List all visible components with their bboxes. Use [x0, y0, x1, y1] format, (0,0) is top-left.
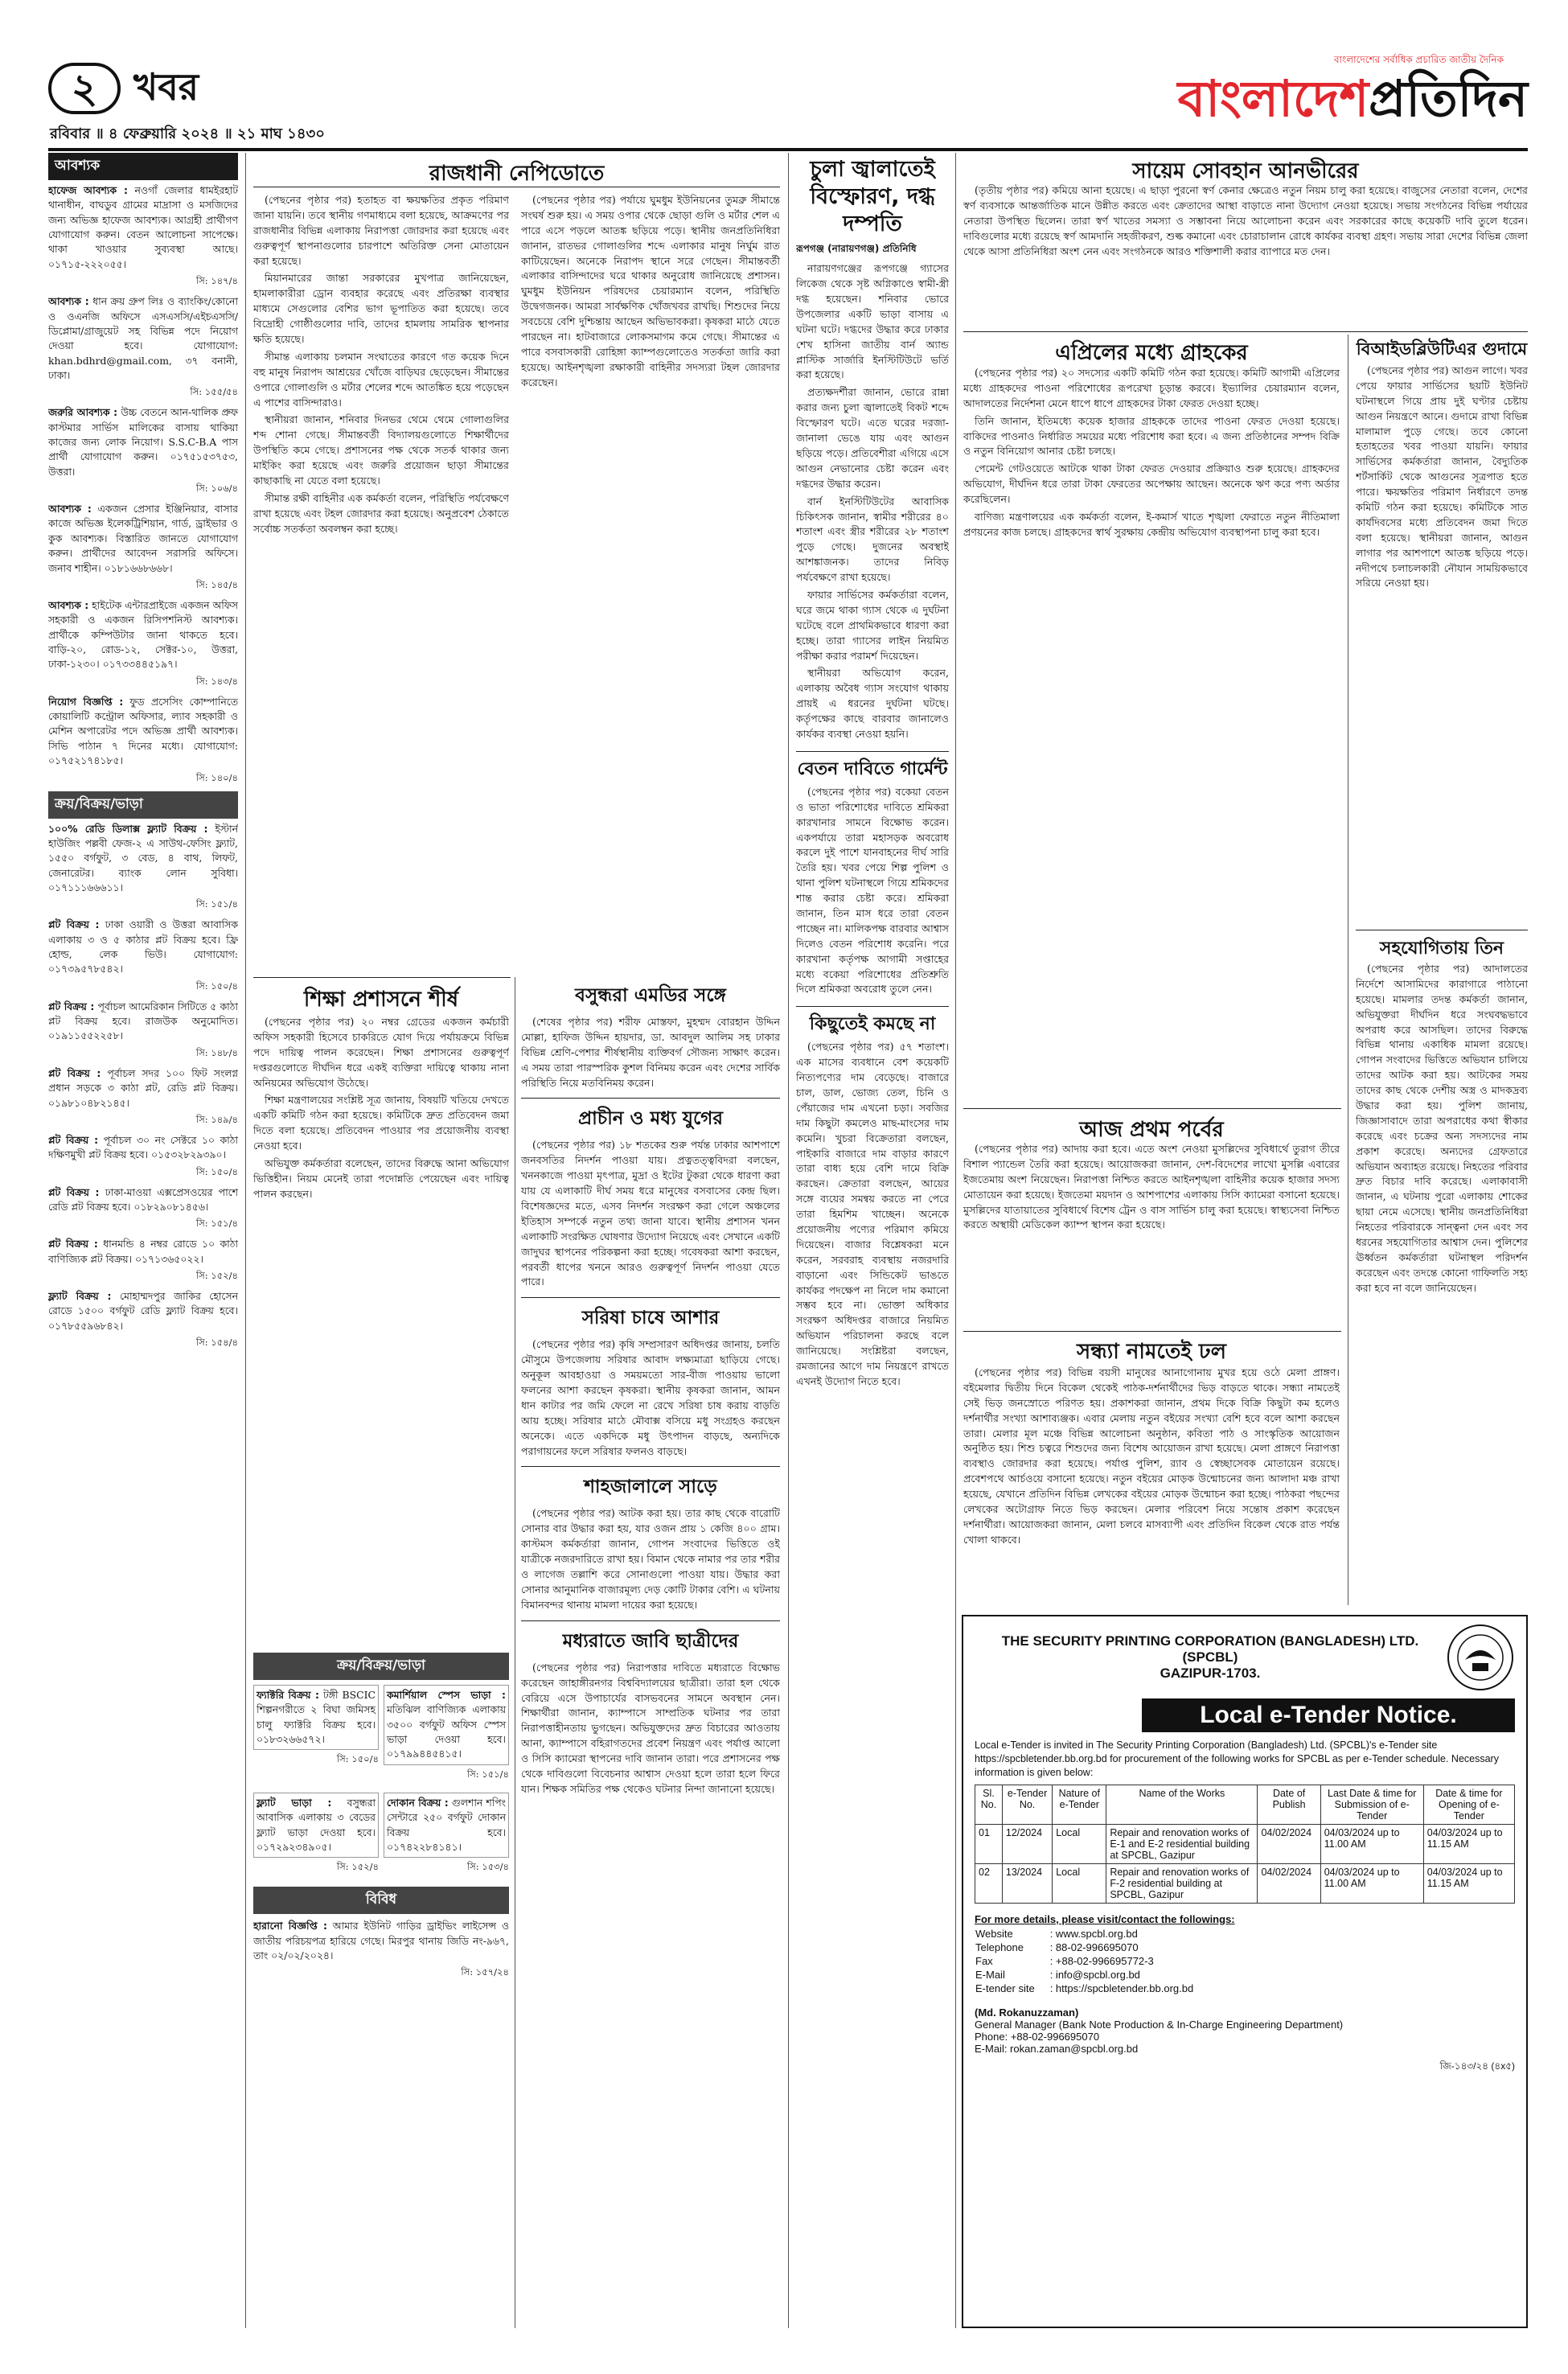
classified-ad-lead: প্লট বিক্রয় :	[48, 1238, 98, 1251]
classified-ad-ref: সি: ১৫১/৪	[195, 1218, 238, 1230]
classified-ad-lead: ফ্যাক্টরি বিক্রয় :	[257, 1689, 319, 1701]
jabi-paragraph: (পেছনের পৃষ্ঠার পর) নিরাপত্তার দাবিতে মধ্যরাতে বিক্ষোভ করেছেন জাহাঙ্গীরনগর বিশ্ববিদ্যালয়ের ছাত্রীরা। তারা হল থেকে বেরিয়ে এসে উপাচার্যের বাসভবনের সামনে অবস্থান নেন। শিক্ষার্থীরা জানান, ক্যাম্পাসে সাম্প্রতিক ঘটনার পর তারা নিরাপত্তাহীনতায় ভুগছেন। অভিযুক্তদের দ্রুত বিচারের আওতায় আনা, ক্যাম্পাসে বহিরাগতদের প্রবেশ নিয়ন্ত্রণ এবং পর্যাপ্ত আলো ও সিসি ক্যামেরা স্থাপনের দাবি জানান তারা। পরে প্রশাসনের পক্ষ থেকে দাবিগুলো বিবেচনার আশ্বাস দেওয়া হলে তারা হলে ফিরে যান। শিক্ষক সমিতির পক্ষ থেকেও ঘটনার নিন্দা জানানো হয়েছে।	[521, 1661, 780, 1795]
tender-cell: 04/03/2024 up to 11.00 AM	[1320, 1824, 1423, 1863]
logo-tagline: বাংলাদেশের সর্বাধিক প্রচারিত জাতীয় দৈনিক	[1333, 54, 1504, 65]
headline-mustard: সরিষা চাষে আশার	[581, 1308, 720, 1329]
classified-header-misc: বিবিধ	[253, 1887, 509, 1914]
classified-ad-ref: সি: ১৪৯/৪	[195, 1113, 238, 1125]
classified-ad-text	[48, 294, 238, 383]
classified-ad-body: ধান ক্রয় গ্রুপ লিঃ ও ব্যাংকিং/কোনো ও ওএনজি অফিসে এসএসসি/এইচএসসি/ডিপ্লোমা/গ্রাজুয়েট সহ বিভিন্ন পদে নিয়োগ দেওয়া হবে। যোগাযোগ: khan.bdhrd@gmail.com, ৩৭ বনানী, ঢাকা।	[48, 295, 238, 381]
tender-contact-value: : info@spcbl.org.bd	[1049, 1968, 1140, 1981]
classified-ad-ref: সি: ১৫২/৪	[195, 1270, 238, 1282]
classified-ad-text	[48, 822, 238, 896]
byline-stove: রূপগঞ্জ (নারায়ণগঞ্জ) প্রতিনিধি	[796, 243, 917, 255]
headline-fair: আজ প্রথম পর্বের	[1079, 1118, 1224, 1142]
classified-ad	[48, 1289, 238, 1351]
classified-ad-body: হাইটেক এন্টারপ্রাইজে একজন অফিস সহকারী ও একজন রিসিপশনিস্ট আবশ্যক। প্রার্থীকে কম্পিউটার জানা থাকতে হবে। বাড়ি-২০, রোড-১২, সেক্টর-১০, উত্তরা, ঢাকা-১২৩০। ০১৭৩৩৪৪৫১৯৭।	[48, 598, 238, 671]
classified-ad	[48, 598, 238, 690]
classified-ad-text	[384, 1685, 509, 1765]
classified-ad-lead: দোকান বিক্রয় :	[387, 1796, 449, 1809]
headline-education: শিক্ষা প্রশাসনে শীর্ষ	[303, 988, 459, 1012]
article-nepal-col1	[253, 193, 509, 973]
classified-ad-body: মোহাম্মদপুর জাকির হোসেন রোডে ১৫০০ বর্গফুট রেডি ফ্ল্যাট বিক্রয় হবে। ০১৭৮৫৫৯৬৮৪২।	[48, 1290, 238, 1332]
fair-paragraph: (পেছনের পৃষ্ঠার পর) আদায় করা হবে। এতে অংশ নেওয়া মুসল্লিদের সুবিধার্থে তুরাগ তীরে বিশাল প্যান্ডেল তৈরি করা হয়েছে। আয়োজকরা জানান, দেশ-বিদেশের লাখো মুসল্লি এবারের ইজতেমায় অংশ নিয়েছেন। নিরাপত্তা নিশ্চিত করতে আইনশৃঙ্খলা বাহিনীর কয়েক হাজার সদস্য মোতায়েন করা হয়েছে। ইজতেমা ময়দান ও আশপাশের এলাকায় সিসি ক্যামেরা বসানো হয়েছে। মুসল্লিদের যাতায়াতের সুবিধার্থে বিশেষ ট্রেন ও বাস সার্ভিস চালু করা হয়েছে। স্বাস্থ্যসেবা নিশ্চিত করতে অস্থায়ী মেডিকেল ক্যাম্প স্থাপন করা হয়েছে।	[963, 1143, 1340, 1231]
april-paragraph: পেমেন্ট গেটওয়েতে আটকে থাকা টাকা ফেরত দেওয়ার প্রক্রিয়াও শুরু হয়েছে। গ্রাহকদের অভিযোগ, দীর্ঘদিন ধরে তারা টাকা ফেরতের অপেক্ষায় আছেন। অনেকে ঋণ করে পণ্য অর্ডার করেছিলেন।	[963, 462, 1340, 506]
classified-ad-ref: সি: ১৫১/৪	[466, 1768, 509, 1780]
classified-ad	[253, 1919, 509, 1981]
classified-ad-lead: প্লট বিক্রয় :	[48, 1066, 101, 1079]
newspaper-logo	[1158, 53, 1528, 142]
classified-ad-text	[48, 405, 238, 479]
classifieds-column	[48, 153, 238, 2328]
classified-ad	[48, 1237, 238, 1284]
tender-contact-label: Telephone	[975, 1941, 1024, 1953]
classified-ad-body: নওগাঁ জেলার ধামইরহাট থানাধীন, বাঘডুব গ্রামের মাদ্রাসা ও মসজিদের জন্য অভিজ্ঞ হাফেজ আবশ্যক। আগ্রহী প্রার্থীগণ যোগাযোগ করুন। বেতন আলোচনা সাপেক্ষে। থাকা খাওয়ার সুব্যবস্থা আছে। ০১৭১৫-২২২০৫৫।	[48, 184, 238, 270]
classified-ad-ref: সি: ১৫৭/২৪	[461, 1966, 509, 1978]
classified-ad-lead: ফ্ল্যাট ভাড়া :	[257, 1796, 332, 1809]
tender-contact-label: Website	[975, 1927, 1013, 1940]
tender-contact-value: : +88-02-996695772-3	[1049, 1954, 1154, 1967]
tender-address: GAZIPUR-1703.	[1160, 1665, 1261, 1681]
tender-contact-value: : https://spcbletender.bb.org.bd	[1049, 1982, 1194, 1994]
tender-row	[975, 1863, 1515, 1903]
classified-ad-lead: ১০০% রেডি ডিলাক্স ফ্ল্যাট বিক্রয় :	[48, 822, 208, 835]
nepal-paragraph: সীমান্ত এলাকায় চলমান সংঘাতের কারণে গত কয়েক দিনে বহু মানুষ নিরাপদ আশ্রয়ের খোঁজে বাড়িঘর ছেড়েছেন। সীমান্তের ওপারে গোলাগুলি ও মর্টার শেলের শব্দে আতঙ্কিত হয়ে পড়েছেন এ পাশের বাসিন্দারাও।	[253, 350, 509, 409]
classified-ad-text	[253, 1685, 379, 1750]
classified-ad	[48, 918, 238, 994]
tender-cell: Local	[1053, 1824, 1106, 1863]
three-paragraph: (পেছনের পৃষ্ঠার পর) আদালতের নির্দেশে আসামিদের কারাগারে পাঠানো হয়েছে। মামলার তদন্ত কর্মকর্তা জানান, অভিযুক্তরা দীর্ঘদিন ধরে সংঘবদ্ধভাবে অপরাধ করে আসছিল। তাদের বিরুদ্ধে বিভিন্ন থানায় একাধিক মামলা রয়েছে। গোপন সংবাদের ভিত্তিতে অভিযান চালিয়ে তাদের আটক করা হয়। আটকের সময় তাদের কাছ থেকে দেশীয় অস্ত্র ও মাদকদ্রব্য উদ্ধার করা হয়। পুলিশ জানায়, জিজ্ঞাসাবাদে তারা অপরাধের কথা স্বীকার করেছে এবং চক্রের অন্য সদস্যদের নাম প্রকাশ করেছে। অন্যদের গ্রেফতারে অভিযান অব্যাহত রয়েছে। নিহতের পরিবার দ্রুত বিচার দাবি করেছে। এলাকাবাসী জানান, এ ঘটনায় পুরো এলাকায় শোকের ছায়া নেমে এসেছে। স্থানীয় জনপ্রতিনিধিরা নিহতের পরিবারকে সান্ত্বনা দেন এবং সব ধরনের সহযোগিতার আশ্বাস দেন। পুলিশের ঊর্ধ্বতন কর্মকর্তারা ঘটনাস্থল পরিদর্শন করেছেন এবং তদন্তে কোনো গাফিলতি সহ্য করা হবে না বলে জানিয়েছেন।	[1356, 963, 1528, 1294]
tender-contact-row	[975, 1927, 1194, 1941]
classified-header-wanted: আবশ্যক	[48, 153, 238, 180]
headline-april: এপ্রিলের মধ্যে গ্রাহকের	[1055, 341, 1248, 365]
classified-ad-ref: সি: ১০৬/৪	[195, 483, 238, 495]
classified-ad	[48, 695, 238, 787]
classified-ad-ref: সি: ১৪৭/৪	[195, 275, 238, 287]
classified-ad-ref: সি: ১৫৫/৫৪	[190, 386, 238, 398]
tender-sig-phone: Phone: +88-02-996695070	[975, 2030, 1100, 2043]
shahjalal-paragraph: (পেছনের পৃষ্ঠার পর) আটক করা হয়। তার কাছ থেকে বারোটি সোনার বার উদ্ধার করা হয়, যার ওজন প্রায় ১ কেজি ৪০০ গ্রাম। কাস্টমস কর্মকর্তারা জানান, গোপন সংবাদের ভিত্তিতে ওই যাত্রীকে নজরদারিতে রাখা হয়। বিমান থেকে নামার পর তার শরীর ও লাগেজ তল্লাশি করে সোনাগুলো পাওয়া যায়। উদ্ধার করা সোনার আনুমানিক বাজারমূল্য দেড় কোটি টাকার বেশি। এ ঘটনায় বিমানবন্দর থানায় মামলা দায়ের করা হয়েছে।	[521, 1507, 780, 1611]
headline-bosundhara: বসুন্ধরা এমডির সঙ্গে	[575, 985, 726, 1006]
classified-ad-lead: ফ্ল্যাট বিক্রয় :	[48, 1290, 112, 1303]
classified-ad-lead: আবশ্যক :	[48, 503, 92, 515]
classified-ad-ref: সি: ১৫২/৪	[336, 1861, 379, 1873]
section-title: খবর	[133, 65, 199, 109]
classified-ad-text	[48, 502, 238, 576]
education-paragraph: (পেছনের পৃষ্ঠার পর) ২০ নম্বর গ্রেডের একজন কর্মচারী অফিস সহকারী হিসেবে চাকরিতে যোগ দিয়ে পর্যায়ক্রমে বিভিন্ন পদে দায়িত্ব পালন করেছেন। শিক্ষা প্রশাসনের গুরুত্বপূর্ণ দপ্তরগুলোতে দীর্ঘদিন ধরে একই ব্যক্তিরা দায়িত্বে থাকায় নানা অনিয়মের অভিযোগ উঠেছে।	[253, 1016, 509, 1089]
tender-contact-row	[975, 1941, 1194, 1954]
tender-column-header: Last Date & time for Submission of e-Tender	[1320, 1785, 1423, 1824]
stove-column	[796, 153, 949, 2328]
tender-contact-head: For more details, please visit/contact the followings:	[975, 1912, 1235, 1925]
tender-cell: 04/03/2024 up to 11.15 AM	[1423, 1824, 1514, 1863]
classified-ad-text	[48, 1185, 238, 1215]
spcbl-emblem-icon	[1446, 1623, 1515, 1692]
classified-ad-text	[48, 1066, 238, 1111]
classified-ad	[48, 1066, 238, 1128]
classified-ad-lead: প্লট বিক্রয় :	[48, 1185, 100, 1198]
classified-ad	[253, 1793, 379, 1880]
classified-ad-body: একজন প্রেসার ইঞ্জিনিয়ার, বাসার কাজে অভিজ্ঞ ইলেকট্রিশিয়ান, গার্ড, ড্রাইভার ও কুক আবশ্যক। বিস্তারিত জানতে যোগাযোগ করুন। প্রার্থীদের আবেদন সরাসরি অফিসে। জনাব শাহীন। ০১৮১৬৬৮৬৬৮।	[48, 503, 238, 574]
nepal-paragraph: সীমান্ত রক্ষী বাহিনীর এক কর্মকর্তা বলেন, পরিস্থিতি পর্যবেক্ষণে রাখা হয়েছে এবং টহল জোরদার করা হয়েছে। অনুপ্রবেশ ঠেকাতে সর্বোচ্চ সতর্কতা অবলম্বন করা হচ্ছে।	[253, 491, 509, 535]
classified-ad-text	[48, 695, 238, 769]
article-nepal-continuation: (পেছনের পৃষ্ঠার পর) পর্যায়ে ঘুমধুম ইউনিয়নের তুমব্রু সীমান্তে সংঘর্ষ শুরু হয়। এ সময় ওপার থেকে ছোড়া গুলি ও মর্টার শেল এ পারে এসে পড়লে আতঙ্ক ছড়িয়ে পড়ে। স্থানীয় জনপ্রতিনিধিরা জানান, রাতভর গোলাগুলির শব্দে এলাকার মানুষ নির্ঘুম রাত কাটিয়েছেন। অনেকে নিরাপদ স্থানে সরে গেছেন। সীমান্তবর্তী এলাকার বাসিন্দাদের ঘরে থাকার অনুরোধ জানিয়েছে প্রশাসন। ঘুমধুম ইউনিয়ন পরিষদের চেয়ারম্যান বলেন, পরিস্থিতি উদ্বেগজনক। আমরা সার্বক্ষণিক খোঁজখবর রাখছি। শিশুদের নিয়ে সবচেয়ে বেশি দুশ্চিন্তায় আছেন অভিভাবকরা। কৃষকরা মাঠে যেতে পারছেন না। হাটবাজারে লোকসমাগম কমে গেছে। সীমান্তের এ পারে বসবাসকারী রোহিঙ্গা ক্যাম্পগুলোতেও সতর্কতা জারি করা হয়েছে। আইনশৃঙ্খলা রক্ষাকারী বাহিনীর সদস্যরা টহল জোরদার করেছেন।	[521, 194, 780, 388]
classified-ad	[48, 1000, 238, 1062]
classified-list-buy-sell	[48, 819, 238, 1352]
classified-list-wanted	[48, 180, 238, 787]
headline-nepal: রাজধানী নেপিডোতে	[429, 162, 605, 186]
classified-ad-ref: সি: ১৫০/৪	[336, 1753, 379, 1765]
classified-ad-body: পূর্বাচল আমেরিকান সিটিতে ৫ কাঠা প্লট বিক্রয় হবে। রাজউক অনুমোদিত। ০১৯১১৫৫২২৫৮।	[48, 1000, 238, 1042]
classified-ad-text	[48, 1133, 238, 1163]
headline-shahjalal: শাহজালালে সাড়ে	[584, 1477, 717, 1498]
tender-ref: জি-১৪৩/২৪ (৪x৫)	[1439, 2060, 1515, 2072]
classified-ad	[48, 1133, 238, 1181]
article-three	[1356, 962, 1528, 1605]
classified-ad-text	[253, 1919, 509, 1963]
education-paragraph: অভিযুক্ত কর্মকর্তারা বলেছেন, তাদের বিরুদ্ধে আনা অভিযোগ ভিত্তিহীন। নিয়ম মেনেই তারা পদোন্নতি পেয়েছেন এবং দায়িত্ব পালন করছেন।	[253, 1157, 509, 1200]
classified-ad-body: উচ্চ বেতনে আন-থালিক প্রুফ কাস্টমার সার্ভিস মালিকের বাসায় থাকিয়া কাজের জন্য লোক নিয়োগ। S.S.C-B.A পাস প্রার্থী যোগাযোগ করুন। ০১৭৫১৫৩৭৫৩, উত্তরা।	[48, 406, 238, 478]
headline-sayem: সায়েম সোবহান আনভীরের	[1132, 159, 1359, 183]
classified-ad-ref: সি: ১৪০/৪	[195, 771, 238, 783]
classified-ad-ref: সি: ১৫৩/৪	[466, 1861, 509, 1873]
classified-ad-lead: আবশ্যক :	[48, 295, 89, 308]
classified-ad-lead: হাফেজ আবশ্যক :	[48, 184, 128, 196]
evening-paragraph: (পেছনের পৃষ্ঠার পর) বিভিন্ন বয়সী মানুষের আনাগোনায় মুখর হয়ে ওঠে মেলা প্রাঙ্গণ। বইমেলার দ্বিতীয় দিনে বিকেল থেকেই পাঠক-দর্শনার্থীদের ভিড় বাড়তে থাকে। সন্ধ্যা নামতেই সেই ভিড় জনস্রোতে পরিণত হয়। প্রকাশকরা জানান, প্রথম দিকে বিক্রি কিছুটা কম হলেও দর্শনার্থীর সংখ্যা আশাব্যঞ্জক। এবার মেলায় নতুন বইয়ের সংখ্যা বেশি হবে বলে আশা করছেন তারা। মেলার মূল মঞ্চে বিভিন্ন আলোচনা অনুষ্ঠান, কবিতা পাঠ ও সাংস্কৃতিক আয়োজন অনুষ্ঠিত হয়। শিশু চত্বরে শিশুদের জন্য বিশেষ আয়োজন রাখা হয়েছে। মেলা প্রাঙ্গণে নিরাপত্তা ব্যবস্থাও জোরদার করা হয়েছে। পর্যাপ্ত পুলিশ, র‌্যাব ও স্বেচ্ছাসেবক মোতায়েন রয়েছে। প্রবেশপথে আর্চওয়ে বসানো হয়েছে। নতুন বইয়ের মোড়ক উন্মোচনের জন্য আলাদা মঞ্চ রাখা হয়েছে, যেখানে প্রতিদিন বিভিন্ন লেখকের বইয়ের মোড়ক উন্মোচন করা হচ্ছে। পাঠকরা পছন্দের লেখকের অটোগ্রাফ নিতে ভিড় করছেন। মেলার পরিবেশ নিয়ে সন্তোষ প্রকাশ করেছেন দর্শনার্থীরা। আয়োজকরা জানান, মেলা চলবে মাসব্যাপী এবং প্রতিদিন বিকেল থেকে রাত পর্যন্ত খোলা থাকবে।	[963, 1366, 1340, 1546]
mustard-paragraph: (পেছনের পৃষ্ঠার পর) কৃষি সম্প্রসারণ অধিদপ্তর জানায়, চলতি মৌসুমে উপজেলায় সরিষার আবাদ লক্ষ্যমাত্রা ছাড়িয়ে গেছে। অনুকূল আবহাওয়া ও সময়মতো সার-বীজ পাওয়ায় ভালো ফলনের আশা করছেন কৃষকরা। স্থানীয় কৃষকরা জানান, আমন ধান কাটার পর জমি ফেলে না রেখে সরিষা চাষ করায় বাড়তি আয় হচ্ছে। সরিষার মাঠে মৌবাক্স বসিয়ে মধু সংগ্রহও করছেন অনেকে। এতে একদিকে মধু উৎপাদন বাড়ছে, অন্যদিকে পরাগায়নের ফলে সরিষার ফলনও বাড়ছে।	[521, 1338, 780, 1457]
article-biwta	[1356, 363, 1528, 926]
nepal-paragraph: (পেছনের পৃষ্ঠার পর) হতাহত বা ক্ষয়ক্ষতির প্রকৃত পরিমাণ জানা যায়নি। তবে স্থানীয় গণমাধ্যমে বলা হয়েছে, আক্রমণের পর রাজধানীর বিভিন্ন এলাকায় নিরাপত্তা জোরদার করা হয়েছে এবং গুরুত্বপূর্ণ স্থাপনাগুলোর চারপাশে অতিরিক্ত সেনা মোতায়েন করা হয়েছে।	[253, 194, 509, 267]
tender-column-header: Nature of e-Tender	[1053, 1785, 1106, 1824]
classified-ad-ref: সি: ১৪৮/৪	[195, 1046, 238, 1058]
classified-ad-lead: প্লট বিক্রয় :	[48, 1000, 95, 1012]
april-paragraph: বাণিজ্য মন্ত্রণালয়ের এক কর্মকর্তা বলেন, ই-কমার্স খাতে শৃঙ্খলা ফেরাতে নতুন নীতিমালা প্রণয়নের কাজ চলছে। গ্রাহকদের স্বার্থ সুরক্ষায় কেন্দ্রীয় অভিযোগ ব্যবস্থাপনা চালু করা হবে।	[963, 511, 1340, 538]
tender-contact-row	[975, 1954, 1194, 1968]
classified-ad-lead: প্লট বিক্রয় :	[48, 1133, 99, 1146]
classified-ad-text	[48, 918, 238, 976]
tender-cell: Repair and renovation works of F-2 residential building at SPCBL, Gazipur	[1106, 1863, 1258, 1903]
classified-ad-ref: সি: ১৫৪/৪	[195, 1337, 238, 1349]
classified-ad-body: ঢাকা ওয়ারী ও উত্তরা আবাসিক এলাকায় ৩ ও ৫ কাঠার প্লট বিক্রয় হবে। ফ্রি হোল্ড, লেক ভিউ। যোগাযোগ: ০১৭৩৯৫৭৮৫৪২।	[48, 918, 238, 975]
stove-paragraph: প্রত্যক্ষদর্শীরা জানান, ভোরে রান্না করার জন্য চুলা জ্বালাতেই বিকট শব্দে বিস্ফোরণ ঘটে। এতে ঘরের দরজা-জানালা ভেঙে যায় এবং আগুন ছড়িয়ে পড়ে। প্রতিবেশীরা এগিয়ে এসে আগুন নেভানোর চেষ্টা করেন এবং দগ্ধদের উদ্ধার করেন।	[796, 386, 949, 490]
bosundhara-paragraph: (শেষের পৃষ্ঠার পর) শরীফ মোস্তফা, মুহম্মদ বোরহান উদ্দিন মোল্লা, হাফিজ উদ্দিন হায়দার, ডা. আবদুল আলিম সহ ঢাকার বিভিন্ন শ্রেণি-পেশার শীর্ষস্থানীয় ব্যক্তিবর্গ সৌজন্য সাক্ষাৎ করেন। এ সময় তারা পারস্পরিক কুশল বিনিময় করেন এবং দেশের সার্বিক পরিস্থিতি নিয়ে মতবিনিময় করেন।	[521, 1016, 780, 1089]
april-paragraph: তিনি জানান, ইতিমধ্যে কয়েক হাজার গ্রাহককে তাদের পাওনা ফেরত দেওয়া হয়েছে। বাকিদের পাওনাও নির্ধারিত সময়ের মধ্যে পরিশোধ করা হবে। এ জন্য প্রতিষ্ঠানের সম্পদ বিক্রি ও নতুন বিনিয়োগ আনার চেষ্টা চলছে।	[963, 414, 1340, 458]
classified-ad-text	[384, 1793, 509, 1858]
classified-header-buy-sell: ক্রয়/বিক্রয়/ভাড়া	[48, 791, 238, 819]
tender-org: THE SECURITY PRINTING CORPORATION (BANGLADESH) LTD. (SPCBL)	[1001, 1633, 1419, 1665]
tender-cell: 13/2024	[1002, 1863, 1052, 1903]
tender-column-header: Date of Publish	[1258, 1785, 1320, 1824]
tender-cell: Local	[1053, 1863, 1106, 1903]
classified-ad	[384, 1793, 509, 1880]
tender-column-header: Date & time for Opening of e-Tender	[1423, 1785, 1514, 1824]
classified-ad-text	[48, 1237, 238, 1267]
headline-biwta: বিআইডব্লিউটিএর গুদামে	[1356, 339, 1528, 359]
classified-ad	[384, 1685, 509, 1788]
classified-ad-ref: সি: ১৪৩/৪	[195, 675, 238, 687]
tender-cell: 04/03/2024 up to 11.00 AM	[1320, 1863, 1423, 1903]
tender-cell: 02	[975, 1863, 1003, 1903]
date-line: রবিবার ॥ ৪ ফেব্রুয়ারি ২০২৪ ॥ ২১ মাঘ ১৪৩০	[50, 125, 325, 142]
headline-stove: চুলা জ্বালাতেই বিস্ফোরণ, দগ্ধ দম্পতি	[810, 157, 935, 236]
tender-cell: 04/02/2024	[1258, 1824, 1320, 1863]
classified-ad-lead: কমার্শিয়াল স্পেস ভাড়া :	[387, 1689, 506, 1701]
tender-column-header: Name of the Works	[1106, 1785, 1258, 1824]
page-number-box	[48, 63, 121, 114]
nepal-paragraph: স্থানীয়রা জানান, শনিবার দিনভর থেমে থেমে গোলাগুলির শব্দ শোনা গেছে। সীমান্তবর্তী বিদ্যালয়গুলোতে শিক্ষার্থীদের উপস্থিতি কমে গেছে। প্রশাসনের পক্ষ থেকে সতর্ক থাকার জন্য মাইকিং করা হয়েছে এবং জরুরি প্রয়োজন ছাড়া সীমান্তের কাছাকাছি না যেতে বলা হয়েছে।	[253, 413, 509, 487]
tender-column-header: Sl. No.	[975, 1785, 1003, 1824]
tender-cell: 04/03/2024 up to 11.15 AM	[1423, 1863, 1514, 1903]
tender-contact-label: E-tender site	[975, 1982, 1035, 1994]
tender-cell: 04/02/2024	[1258, 1863, 1320, 1903]
page-number: ২	[71, 65, 98, 112]
headline-prices: কিছুতেই কমছে না	[809, 1014, 936, 1035]
tender-notice	[962, 1615, 1528, 2328]
classified-ad-ref: সি: ১৫০/৪	[195, 980, 238, 992]
classified-ad-lead: নিয়োগ বিজ্ঞপ্তি :	[48, 695, 124, 708]
classified-ad-lead: জরুরি আবশ্যক :	[48, 406, 118, 419]
logo-text-bangladesh: বাংলাদেশ	[1177, 69, 1369, 128]
stove-paragraph: স্থানীয়রা অভিযোগ করেন, এলাকায় অবৈধ গ্যাস সংযোগ থাকায় প্রায়ই এ ধরনের দুর্ঘটনা ঘটছে। কর্তৃপক্ষের কাছে বারবার জানালেও কার্যকর ব্যবস্থা নেওয়া হয়নি।	[796, 667, 949, 740]
tender-row	[975, 1824, 1515, 1863]
tender-contact-label: E-Mail	[975, 1968, 1005, 1981]
article-education	[253, 1015, 509, 1642]
article-sayem	[963, 183, 1528, 328]
headline-ancient: প্রাচীন ও মধ্য যুগের	[577, 1108, 724, 1130]
classifieds-lower	[253, 1653, 509, 2328]
classified-ad-body: ধানমন্ডি ৪ নম্বর রোডে ১০ কাঠা বাণিজ্যিক প্লট বিক্রয়। ০১৭১৩৬৫০২২।	[48, 1238, 238, 1265]
tender-banner: Local e-Tender Notice.	[1142, 1698, 1515, 1732]
tender-contact-label: Fax	[975, 1954, 993, 1967]
sayem-paragraph: (তৃতীয় পৃষ্ঠার পর) কমিয়ে আনা হয়েছে। এ ছাড়া পুরনো স্বর্ণ কেনার ক্ষেত্রেও নতুন নিয়ম চালু করা হয়েছে। বাজুসের নেতারা বলেন, দেশের স্বর্ণ ব্যবসাকে আন্তর্জাতিক মানে উন্নীত করতে এবং ক্রেতাদের আস্থা বাড়াতে নানা উদ্যোগ নেওয়া হয়েছে। সভায় সংগঠনের বিভিন্ন পর্যায়ের নেতারা উপস্থিত ছিলেন। তারা স্বর্ণ খাতের সমস্যা ও সম্ভাবনা নিয়ে আলোচনা করেন এবং সরকারের কাছে কয়েকটি দাবি তুলে ধরেন। দাবিগুলোর মধ্যে রয়েছে স্বর্ণ আমদানি সহজীকরণ, শুল্ক কমানো এবং চোরাচালান রোধে কার্যকর ব্যবস্থা গ্রহণ। সভায় সারা দেশের বিভিন্ন জেলা থেকে আসা প্রতিনিধিরা অংশ নেন এবং সংগঠনকে আরও শক্তিশালী করার ব্যাপারে মত দেন।	[963, 184, 1528, 257]
classified-ad-body: আমার ইউনিট গাড়ির ড্রাইভিং লাইসেন্স ও জাতীয় পরিচয়পত্র হারিয়ে গেছে। মিরপুর থানায় জিডি নং-৯৬৭, তাং ০২/০২/২০২৪।	[253, 1920, 509, 1961]
classified-ad-body: ইস্টার্ন হাউজিং পল্লবী ফেজ-২ এ সাউথ-ফেসিং ফ্ল্যাট, ১৫৫০ বর্গফুট, ৩ বেড, ৪ বাথ, লিফট, জেনারেটর। ব্যাংক লোন সুবিধা। ০১৭১১১৬৬৬১১।	[48, 822, 238, 893]
classified-ad	[48, 822, 238, 914]
classified-ad-body: বসুন্ধরা আবাসিক এলাকায় ৩ বেডের ফ্ল্যাট ভাড়া দেওয়া হবে। ০১৭২৯২৩৪৯০৫।	[257, 1796, 376, 1853]
tender-cell: Repair and renovation works of E-1 and E-2 residential building at SPCBL, Gazipur	[1106, 1824, 1258, 1863]
tender-cell: 01	[975, 1824, 1003, 1863]
tender-table	[975, 1785, 1515, 1904]
tender-contacts	[975, 1927, 1194, 1995]
classified-ad-text	[48, 183, 238, 272]
tender-cell: 12/2024	[1002, 1824, 1052, 1863]
prices-paragraph: (পেছনের পৃষ্ঠার পর) ৫৭ শতাংশ। এক মাসের ব্যবধানে বেশ কয়েকটি নিত্যপণ্যের দাম বেড়েছে। বাজারে চাল, ডাল, ভোজ্য তেল, চিনি ও পেঁয়াজের দাম এখনো চড়া। সবজির দাম কিছুটা কমলেও মাছ-মাংসের দাম কমেনি। খুচরা বিক্রেতারা বলছেন, পাইকারি বাজারে দাম বাড়ার কারণে তারা বাধ্য হয়ে বেশি দামে বিক্রি করছেন। ক্রেতারা বলছেন, আয়ের সঙ্গে ব্যয়ের সমন্বয় করতে না পেরে তারা হিমশিম খাচ্ছেন। অনেকে প্রয়োজনীয় পণ্যের পরিমাণ কমিয়ে দিয়েছেন। বাজার বিশ্লেষকরা মনে করেন, সরবরাহ ব্যবস্থায় নজরদারি বাড়ানো এবং সিন্ডিকেট ভাঙতে কার্যকর পদক্ষেপ না নিলে দাম কমানো সম্ভব হবে না। ভোক্তা অধিকার সংরক্ষণ অধিদপ্তর বাজারে নিয়মিত অভিযান পরিচালনা করছে বলে জানিয়েছে। সংশ্লিষ্টরা বলছেন, রমজানের আগে দাম নিয়ন্ত্রণে রাখতে এখনই উদ্যোগ নিতে হবে।	[796, 1041, 949, 1387]
classified-grid-buy-sell	[253, 1680, 509, 1880]
classified-ad-text	[253, 1793, 379, 1858]
article-evening	[963, 1366, 1340, 1607]
classified-ad-body: ফুড প্রসেসিং কোম্পানিতে কোয়ালিটি কন্ট্রোল অফিসার, ল্যাব সহকারী ও মেশিন অপারেটর পদে অভিজ্ঞ প্রার্থী আবশ্যক। সিভি পাঠান ৭ দিনের মধ্যে। যোগাযোগ: ০১৭৫২১৭৪১৮৫।	[48, 695, 238, 767]
article-april	[963, 366, 1340, 1104]
classified-ad-ref: সি: ১৪৫/৪	[195, 578, 238, 590]
april-paragraph: (পেছনের পৃষ্ঠার পর) ২০ সদস্যের একটি কমিটি গঠন করা হয়েছে। কমিটি আগামী এপ্রিলের মধ্যে গ্রাহকদের পাওনা পরিশোধের রূপরেখা চূড়ান্ত করবে। ইভ্যালির চেয়ারম্যান বলেন, আদালতের নির্দেশনা মেনে ধাপে ধাপে গ্রাহকদের টাকা ফেরত দেওয়া হচ্ছে।	[963, 367, 1340, 409]
classified-ad-body: পূর্বাচল সদর ১০০ ফিট সংলগ্ন প্রধান সড়কে ৩ কাঠা প্লট, রেডি প্লট বিক্রয়। ০১৯৮১০৪৮২১৪৫।	[48, 1066, 238, 1109]
tender-column-header: e-Tender No.	[1002, 1785, 1052, 1824]
tender-contact-row	[975, 1982, 1194, 1995]
classified-ad	[253, 1685, 379, 1788]
headline-three: সহযোগিতায় তিন	[1379, 939, 1504, 959]
ancient-paragraph: (পেছনের পৃষ্ঠার পর) ১৮ শতকের শুরু পর্যন্ত ঢাকার আশপাশে জনবসতির নিদর্শন পাওয়া যায়। প্রত্নতত্ত্ববিদরা বলছেন, খননকাজে পাওয়া মৃৎপাত্র, মুদ্রা ও ইটের টুকরা থেকে ধারণা করা যায় যে এলাকাটি দীর্ঘ সময় ধরে মানুষের বসবাসের কেন্দ্র ছিল। বিশেষজ্ঞদের মতে, এসব নিদর্শন সংরক্ষণ করা গেলে অঞ্চলের ইতিহাস সম্পর্কে নতুন তথ্য জানা যাবে। স্থানীয় প্রশাসন খনন এলাকাটি সংরক্ষিত ঘোষণার উদ্যোগ নিয়েছে এবং সেখানে একটি জাদুঘর স্থাপনের পরিকল্পনা করা হচ্ছে। গবেষকরা আশা করছেন, পরবর্তী ধাপের খননে আরও গুরুত্বপূর্ণ নিদর্শন পাওয়া যেতে পারে।	[521, 1139, 780, 1288]
classified-ad	[48, 1185, 238, 1233]
classified-ad-text	[48, 598, 238, 672]
headline-evening: সন্ধ্যা নামতেই ঢল	[1076, 1340, 1226, 1364]
classified-ad-lead: হারানো বিজ্ঞপ্তি :	[253, 1920, 327, 1932]
nepal-paragraph: মিয়ানমারের জান্তা সরকারের মুখপাত্র জানিয়েছেন, হামলাকারীরা ড্রোন ব্যবহার করেছে এবং প্রতিরক্ষা ব্যবস্থার মাধ্যমে সেগুলোর বেশির ভাগ ভূপাতিত করা হয়েছে। তবে বিদ্রোহী গোষ্ঠীগুলোর দাবি, তাদের হামলায় সামরিক স্থাপনার ক্ষতি হয়েছে।	[253, 272, 509, 346]
logo-text-protidin: প্রতিদিন	[1369, 69, 1528, 128]
classified-ad-lead: প্লট বিক্রয় :	[48, 918, 100, 931]
tender-contact-value: : 88-02-996695070	[1049, 1941, 1139, 1953]
classified-ad-ref: সি: ১৫১/৪	[195, 898, 238, 910]
tender-contact-row	[975, 1968, 1194, 1982]
tender-sig-title: General Manager (Bank Note Production & In-Charge Engineering Department)	[975, 2018, 1344, 2031]
classified-ad-ref: সি: ১৫০/৪	[195, 1165, 238, 1177]
stove-paragraph: ফায়ার সার্ভিসের কর্মকর্তারা বলেন, ঘরে জমে থাকা গ্যাস থেকে এ দুর্ঘটনা ঘটেছে বলে প্রাথমিকভাবে ধারণা করা হচ্ছে। তারা গ্যাসের লাইন নিয়মিত পরীক্ষা করার পরামর্শ দিয়েছেন।	[796, 588, 949, 662]
classified-ad-lead: আবশ্যক :	[48, 598, 89, 611]
tender-intro: Local e-Tender is invited in The Security Printing Corporation (Bangladesh) Ltd. (SPCBL)'s e-Tender site https://spcbletender.bb.org.bd for procurement of the following works for SPCBL as per e-Tender schedule. Necessary information is given below:	[975, 1739, 1499, 1778]
classified-ad	[48, 294, 238, 400]
article-fair	[963, 1142, 1340, 1327]
tender-contact-value: : www.spcbl.org.bd	[1049, 1927, 1138, 1940]
headline-jabi: মধ্যরাতে জাবি ছাত্রীদের	[562, 1630, 739, 1652]
classified-header-buy-sell-2: ক্রয়/বিক্রয়/ভাড়া	[253, 1653, 509, 1680]
tender-sig-email: E-Mail: rokan.zaman@spcbl.org.bd	[975, 2042, 1139, 2055]
middle-stories-column	[521, 977, 780, 2328]
classified-ad-body: ঢাকা-মাওয়া এক্সপ্রেসওয়ের পাশে রেডি প্লট বিক্রয় হবে। ০১৮২৯০৮১৪৫৬।	[48, 1185, 238, 1213]
classified-ad-body: মতিঝিল বাণিজ্যিক এলাকায় ৩৫০০ বর্গফুট অফিস স্পেস ভাড়া দেওয়া হবে। ০১৭৯৯৪৪৫৪১৫।	[387, 1703, 506, 1760]
classified-ad-body: গুলশান শপিং সেন্টারে ২৫০ বর্গফুট দোকান বিক্রয় হবে। ০১৭৪২২৮৪১৪১।	[387, 1796, 506, 1853]
article-nepal-col2	[521, 193, 780, 973]
classified-ad-text	[48, 1000, 238, 1044]
classified-ad	[48, 183, 238, 290]
garments-paragraph: (পেছনের পৃষ্ঠার পর) বকেয়া বেতন ও ভাতা পরিশোধের দাবিতে শ্রমিকরা কারখানার সামনে বিক্ষোভ করেন। একপর্যায়ে তারা মহাসড়ক অবরোধ করলে দুই পাশে যানবাহনের দীর্ঘ সারি তৈরি হয়। খবর পেয়ে শিল্প পুলিশ ও থানা পুলিশ ঘটনাস্থলে গিয়ে শ্রমিকদের শান্ত করার চেষ্টা করে। শ্রমিকরা জানান, তিন মাস ধরে তারা বেতন পাচ্ছেন না। মালিকপক্ষ বারবার আশ্বাস দিলেও বেতন পরিশোধ করেনি। পরে কারখানা কর্তৃপক্ষ আগামী সপ্তাহের মধ্যে বকেয়া পরিশোধের প্রতিশ্রুতি দিলে শ্রমিকরা অবরোধ তুলে নেন।	[796, 785, 949, 996]
stove-paragraph: বার্ন ইনস্টিটিউটের আবাসিক চিকিৎসক জানান, স্বামীর শরীরের ৪০ শতাংশ এবং স্ত্রীর শরীরের ২৮ শতাংশ পুড়ে গেছে। দুজনের অবস্থাই আশঙ্কাজনক। তাদের নিবিড় পর্যবেক্ষণে রাখা হয়েছে।	[796, 495, 949, 584]
classified-ad-body: টঙ্গী BSCIC শিল্পনগরীতে ২ বিঘা জমিসহ চালু ফ্যাক্টরি বিক্রয় হবে। ০১৮৩২৬৬৫৭২।	[257, 1689, 376, 1746]
classified-list-misc	[253, 1914, 509, 1981]
classified-ad	[48, 405, 238, 497]
stove-paragraph: নারায়ণগঞ্জের রূপগঞ্জে গ্যাসের লিকেজ থেকে সৃষ্ট অগ্নিকাণ্ডে স্বামী-স্ত্রী দগ্ধ হয়েছেন। শনিবার ভোরে উপজেলার একটি ভাড়া বাসায় এ ঘটনা ঘটে। দগ্ধদের উদ্ধার করে ঢাকার শেখ হাসিনা জাতীয় বার্ন অ্যান্ড প্লাস্টিক সার্জারি ইনস্টিটিউটে ভর্তি করা হয়েছে।	[796, 262, 949, 381]
tender-signatory: (Md. Rokanuzzaman)	[975, 2006, 1079, 2019]
classified-ad	[48, 502, 238, 594]
biwta-paragraph: (পেছনের পৃষ্ঠার পর) আগুন লাগে। খবর পেয়ে ফায়ার সার্ভিসের ছয়টি ইউনিট ঘটনাস্থলে গিয়ে প্রায় দুই ঘণ্টার চেষ্টায় আগুন নিয়ন্ত্রণে আনে। গুদামে রাখা বিভিন্ন মালামাল পুড়ে গেছে। তবে কোনো হতাহতের খবর পাওয়া যায়নি। ফায়ার সার্ভিসের কর্মকর্তারা জানান, বৈদ্যুতিক শর্টসার্কিট থেকে আগুনের সূত্রপাত হতে পারে। ক্ষয়ক্ষতির পরিমাণ নির্ধারণে তদন্ত কমিটি গঠন করা হয়েছে। কমিটিকে সাত কার্যদিবসের মধ্যে প্রতিবেদন জমা দিতে বলা হয়েছে। স্থানীয়রা জানান, আগুন লাগার পর আশপাশে আতঙ্ক ছড়িয়ে পড়ে। নদীপথে চলাচলকারী নৌযান সাময়িকভাবে সরিয়ে নেওয়া হয়।	[1356, 364, 1528, 589]
headline-garments: বেতন দাবিতে গার্মেন্ট	[797, 758, 948, 779]
classified-ad-text	[48, 1289, 238, 1333]
education-paragraph: শিক্ষা মন্ত্রণালয়ের সংশ্লিষ্ট সূত্র জানায়, বিষয়টি খতিয়ে দেখতে একটি কমিটি গঠন করা হয়েছে। কমিটিকে দ্রুত প্রতিবেদন জমা দিতে বলা হয়েছে। প্রতিবেদন পাওয়ার পর প্রয়োজনীয় ব্যবস্থা নেওয়া হবে।	[253, 1094, 509, 1152]
classified-ad-body: পূর্বাচল ৩০ নং সেক্টরে ১০ কাঠা দক্ষিণমুখী প্লট বিক্রয় হবে। ০১৫৩২৮২৯৩৯০।	[48, 1133, 238, 1161]
